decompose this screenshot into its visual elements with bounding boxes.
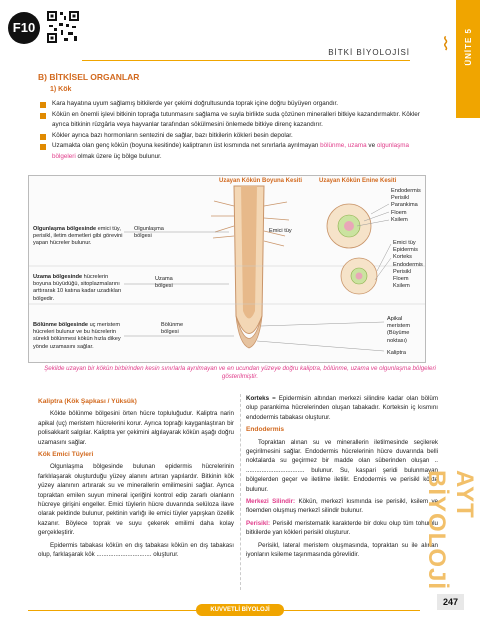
root-hair-label: Emici tüy [269,228,292,234]
unit-label: ÜNİTE 5 [464,28,473,66]
figure-heading-longitudinal: Uzayan Kökün Boyuna Kesiti [219,178,303,184]
maturation-zone-label: Olgunlaşma bölgesi [134,226,164,240]
elongation-zone-label: Uzama bölgesi [155,276,173,290]
elongation-zone-description: Uzama bölgesinde hücrelerin boyuna büyüdüğü, sitoplazmalarını arttırarak 10 katına kadar uzadıkları bölgedir. [33,274,122,302]
pericycle-paragraph-2: Perisikl, lateral meristem oluşmasında, topraktan su ile alınan iyonların ksileme taşınmasında görevlidir. [246,541,438,559]
header-divider [82,60,410,61]
bullet-text: Kökün en önemli işlevi bitkinin toprağa tutunmasını sağlama ve suyla birlikte suda çözünen mineralleri bitkiye kazandırmaktır. Kökler ayrıca bitkinin rüzgârla veya hayvanlar tarafından sökülmesini önlemede bitkiye direnç kazandırır. [52,110,420,129]
central-cylinder-paragraph: Merkezi Silindir: Kökün, merkezî kısmında ise perisikl, ksilem ve floemden oluşmuş merkezî silindir bulunur. [246,498,439,515]
figure-heading-cross: Uzayan Kökün Enine Kesiti [319,178,397,184]
footer-brand-logo: KUVVETLİ BİYOLOJİ [196,604,284,616]
bullet-item [38,131,428,142]
bullet-square-icon [40,144,46,150]
side-vertical-title: AYT BİYOLOJİ [423,470,478,591]
root-hairs-heading: Kök Emici Tüyleri [38,451,94,459]
root-cap-paragraph: Kökte bölünme bölgesini örten hücre topluluğudur. Kaliptra narin apikal (uç) meristem hücrelerini korur. Ayrıca toprağı kayganlaştıran bir polisakkarit salgılar. Kaliptra yer çekimini algılayarak kökün aşağı doğru uzamasını sağlar. [38,410,234,446]
bullet-item [38,141,428,162]
bullet-list [38,99,428,163]
bullet-text: Uzamakta olan genç kökün (boyuna kesitinde) kaliptranın üst kısmında net sınırlarla ayrılmayan [52,142,321,150]
publisher-logo: F10 [8,12,40,44]
root-diagram [28,175,426,363]
section-title: B) BİTKİSEL ORGANLAR [38,72,140,82]
bullet-square-icon [40,102,46,108]
bullet-item [38,110,428,131]
bullet-item [38,99,428,110]
maturation-zone-description: Olgunlaşma bölgesinde emici tüy, perisikl, iletim demetleri gibi görevini yapan hücreler bulunur. [33,226,123,247]
apical-meristem-label: Apikal meristem (Büyüme noktası) [387,316,410,344]
left-column [38,394,234,563]
figure-caption: Şekilde uzayan bir kökün birbirinden kesin sınırlarla ayrılmayan ve en ucundan yüzeye doğru kaliptra, bölünme, uzama ve olgunlaşma bölgeleri gösterilmiştir. [44,365,436,381]
bullet-text: ve [366,142,377,150]
column-divider [240,394,241,590]
bullet-square-icon [40,113,46,119]
root-hairs-paragraph: Olgunlaşma bölgesinde bulunan epidermis hücrelerinin farklılaşarak oluşturduğu yüzey alanını artıran yapılardır. Bitkinin kök yüzey alanının artırarak su ve minerallerin emilimesini sağlar. Ayrıca topraktan emilen suyun mineral içeriğini kontrol edip zararlı olanların hücreye girişini engeller. Emici tüylerin hücre duvarında selüloza ilave olarak pektinde bulunur, pektinin varlığı ile emici tüyler yapışkan özellik kazanır. Böylece toprak ve suyu çekerek emilimi daha kolay gerçekleştirir. [38,463,234,537]
root-cap-label: Kaliptra [387,350,406,356]
bullet-text: Kökler ayrıca bazı hormonların sentezini de sağlar, bazı bitkilerin kökleri besin depolar. [52,131,293,139]
highlight-text: olgunlaşma bölgeleri [52,142,410,160]
highlight-text: bölünme, uzama [320,142,367,150]
division-zone-description: Bölünme bölgesinde uç meristem hücreleri bulunur ve bu hücrelerin sürekli bölünmesi kökün hızla dikey yönde uzamasını sağlar. [33,322,121,350]
qr-code-icon[interactable] [46,10,80,44]
endodermis-heading: Endodermis [246,426,285,434]
pericycle-paragraph: Perisikl: Perisikl meristematik karakterde bir doku olup tüm tohumlu bitkilerde yan kökleri perisikl oluşturur. [246,519,438,537]
dna-icon: ⌇ [441,34,450,54]
cross-label-list-mid: Emici tüy Epidermis Korteks Endodermis Perisikl Floem Ksilem [393,240,423,290]
cortex-paragraph: Korteks = Epidermisin altından merkezi silindire kadar olan bölüm olup parankima hücrelerinden oluşan tabakadır. Korteksin iç kısmını endodermis tabakası oluşturur. [246,395,438,421]
bullet-text: olmak üzere üç bölge bulunur. [75,152,162,160]
endodermis-paragraph: Topraktan alınan su ve minerallerin iletilmesinde seçilerek geçirilmesini sağlar. Endodermis hücrelerinin hücre duvarında belli noktalarda su geçirmez bir madde olan süberinden oluşan .. .................................. bulunur. Su, kaspari şeridi bulunmayan bölgelerden geçer ve iletilme iletilir. Endodermis ve perisikl kökte bulunur. [246,438,438,493]
page-number: 247 [437,594,464,610]
header-title: BİTKİ BİYOLOJİSİ [328,48,410,57]
root-cap-heading: Kaliptra (Kök Şapkası / Yüksük) [38,398,137,405]
epidermis-paragraph: Epidermis tabakası kökün en dış tabakası kökün en dış tabakası olup, farklaşarak kök ................................ oluşturur. [38,541,234,559]
bullet-square-icon [40,134,46,140]
bullet-text: Kara hayatına uyum sağlamış bitkilerde yer çekimi doğrultusunda toprak içine doğru büyüyen organdır. [52,100,338,107]
right-column [246,394,438,563]
subsection-title: 1) Kök [50,86,72,93]
division-zone-label: Bölünme bölgesi [161,322,184,336]
cross-label-list-top: Endodermis Perisikl Parankima Floem Ksilem [391,188,421,223]
